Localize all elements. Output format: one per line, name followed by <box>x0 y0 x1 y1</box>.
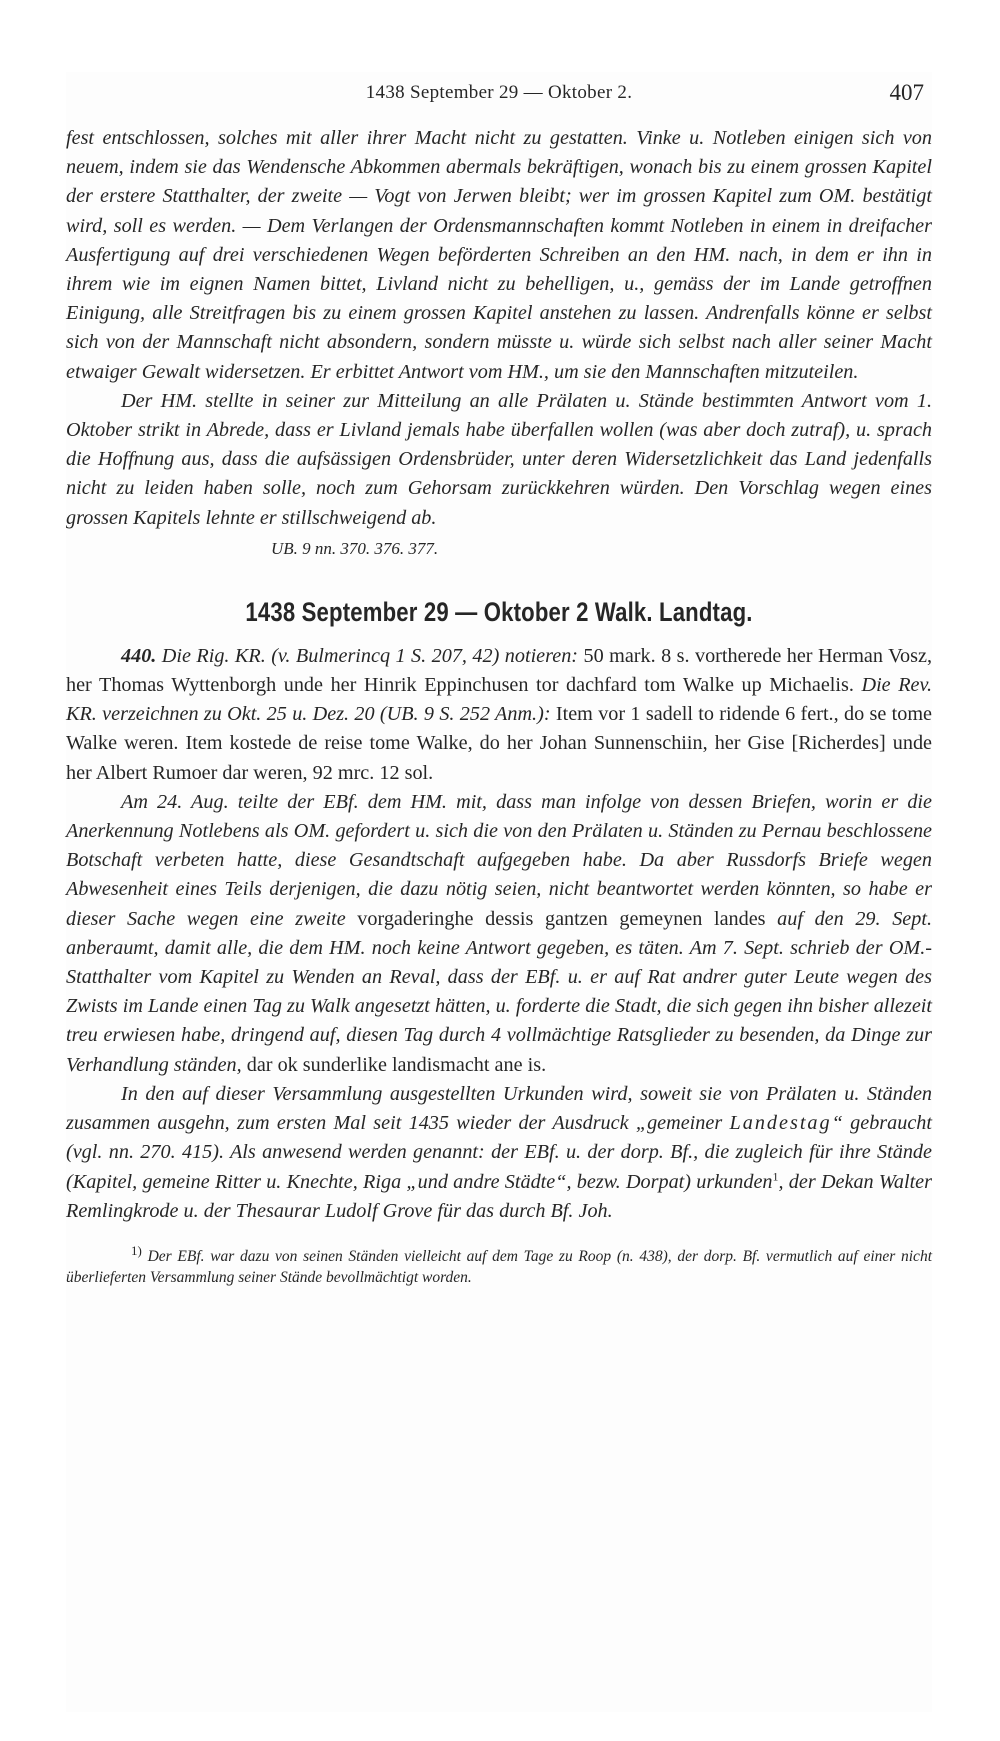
source-reference: UB. 9 nn. 370. 376. 377. <box>271 538 439 558</box>
page-header <box>66 72 932 124</box>
p4-italic-a: In den auf dieser Versammlung ausgestellten Urkunden wird, soweit sie von Prälaten u. Ständen zusammen ausgehn, zum ersten Mal seit 1435 wieder der Ausdruck „gemeiner <box>66 1082 932 1135</box>
entry-intro-2: Die Rev. KR. verzeichnen zu Okt. 25 u. Dez. 20 (UB. 9 S. 252 Anm.): <box>66 674 933 726</box>
footnote-spacer <box>66 1226 932 1240</box>
entry-intro-1: Die Rig. KR. (v. Bulmerincq 1 S. 207, 42) notieren: <box>161 644 579 667</box>
p4-italic-b: “ gebraucht (vgl. nn. 270. 415). Als anwesend werden genannt: der EBf. u. der dorp. Bf., die zugleich für ihre Stände (Kapitel, gemeine Ritter u. Knechte, Riga „und andre Städte“, bezw. Dorpat) urkunden <box>66 1112 932 1193</box>
paragraph-3 <box>66 788 932 1080</box>
footnote-marker: 1) <box>131 1242 142 1258</box>
p3-italic-b: auf den 29. Sept. anberaumt, damit alle, die dem HM. noch keine Antwort gegeben, es täten. Am 7. Sept. schrieb der OM.-Statthalter vom Kapitel zu Wenden an Reval, dass der EBf. u. er auf Rat andrer guter Leute wegen des Zwists im Lande einen Tag zu Walk angesetzt hätten, u. forderte die Stadt, die sich gegen ihn bisher allezeit treu erwiesen habe, dringend auf, diesen Tag durch 4 vollmächtige Ratsglieder zu besenden, da Dinge zur Verhandlung ständen, <box>66 907 932 1076</box>
paragraph-2: Der HM. stellte in seiner zur Mitteilung an alle Prälaten u. Stände bestimmten Antwort vom 1. Oktober strikt in Abrede, dass er Livland jemals habe überfallen wollen (was aber doch zutraf), u. sprach die Hoffnung aus, dass die aufsässigen Ordensbrüder, unter deren Widersetzlichkeit das Land jedenfalls nicht zu leiden haben solle, noch zum Gehorsam zurückkehren würden. Den Vorschlag wegen eines grossen Kapitels lehnte er stillschweigend ab. <box>66 389 932 529</box>
section-title: 1438 September 29 — Oktober 2 Walk. Landtag. <box>245 596 753 627</box>
page-number: 407 <box>889 80 924 105</box>
footnote-reference: 1 <box>772 1168 779 1183</box>
p3-roman-a: vorgaderinghe dessis gantzen gemeynen landes <box>357 907 766 930</box>
entry-440 <box>66 642 932 788</box>
p4-italic-c: , der Dekan Walter Remlingkrode u. der Thesaurar Ludolf Grove für das durch Bf. Joh. <box>66 1170 932 1222</box>
p3-roman-b: dar ok sunderlike landismacht ane is. <box>246 1053 547 1076</box>
running-head: 1438 September 29 — Oktober 2. <box>365 82 633 103</box>
p4-spaced-term: Landestag <box>729 1112 832 1135</box>
entry-quote-2: Item vor 1 sadell to ridende 6 fert., do se tome Walke weren. Item kostede de reise tome Walke, do her Johan Sunnenschiin, her Gise [Richerdes] unde her Albert Rumoer dar weren, 92 mrc. 12 sol. <box>66 703 932 784</box>
paragraph-4 <box>66 1080 932 1226</box>
footnote-text: Der EBf. war dazu von seinen Ständen vielleicht auf dem Tage zu Roop (n. 438), der dorp. Bf. vermutlich auf einer nicht überlieferten Versammlung seiner Stände bevollmächtigt worden. <box>66 1248 932 1287</box>
footnote <box>66 1240 932 1288</box>
entry-number: 440. <box>121 644 157 667</box>
p3-italic-a: Am 24. Aug. teilte der EBf. dem HM. mit, dass man infolge von dessen Briefen, worin er die Anerkennung Notlebens als OM. gefordert u. sich die von den Prälaten u. Ständen zu Pernau beschlossene Botschaft verbeten hatte, diese Gesandtschaft aufgegeben habe. Da aber Russdorfs Briefe wegen Abwesenheit eines Teils derjenigen, die dazu nötig seien, nicht beantwortet werden könnten, so habe er dieser Sache wegen eine zweite <box>66 790 932 930</box>
entry-quote-1: 50 mark. 8 s. vortherede her Herman Vosz, her Thomas Wyttenborgh unde her Hinrik Eppinchusen tor dachfard tom Walke up Michaelis. <box>66 644 933 697</box>
document-page <box>66 72 932 1712</box>
paragraph-1: fest entschlossen, solches mit aller ihrer Macht nicht zu gestatten. Vinke u. Notleben einigen sich von neuem, indem sie das Wendensche Abkommen abermals bekräftigen, wonach bis zu einem grossen Kapitel der erstere Statthalter, der zweite — Vogt von Jerwen bleibt; wer im grossen Kapitel zum OM. bestätigt wird, soll es werden. — Dem Verlangen der Ordensmannschaften kommt Notleben in einem in dreifacher Ausfertigung auf drei verschiedenen Wegen beförderten Schreiben an den HM. nach, in dem er ihn in ihrem wie im eignen Namen bittet, Livland nicht zu behelligen, u., gemäss der im Lande getroffnen Einigung, alle Streitfragen bis zu einem grossen Kapitel anstehen zu lassen. Andrenfalls könne er selbst sich von der Mannschaft nicht absondern, sondern müsste u. würde sich selbst nach aller seiner Macht etwaiger Gewalt widersetzen. Er erbittet Antwort vom HM., um sie den Mannschaften mitzuteilen. <box>66 127 932 383</box>
